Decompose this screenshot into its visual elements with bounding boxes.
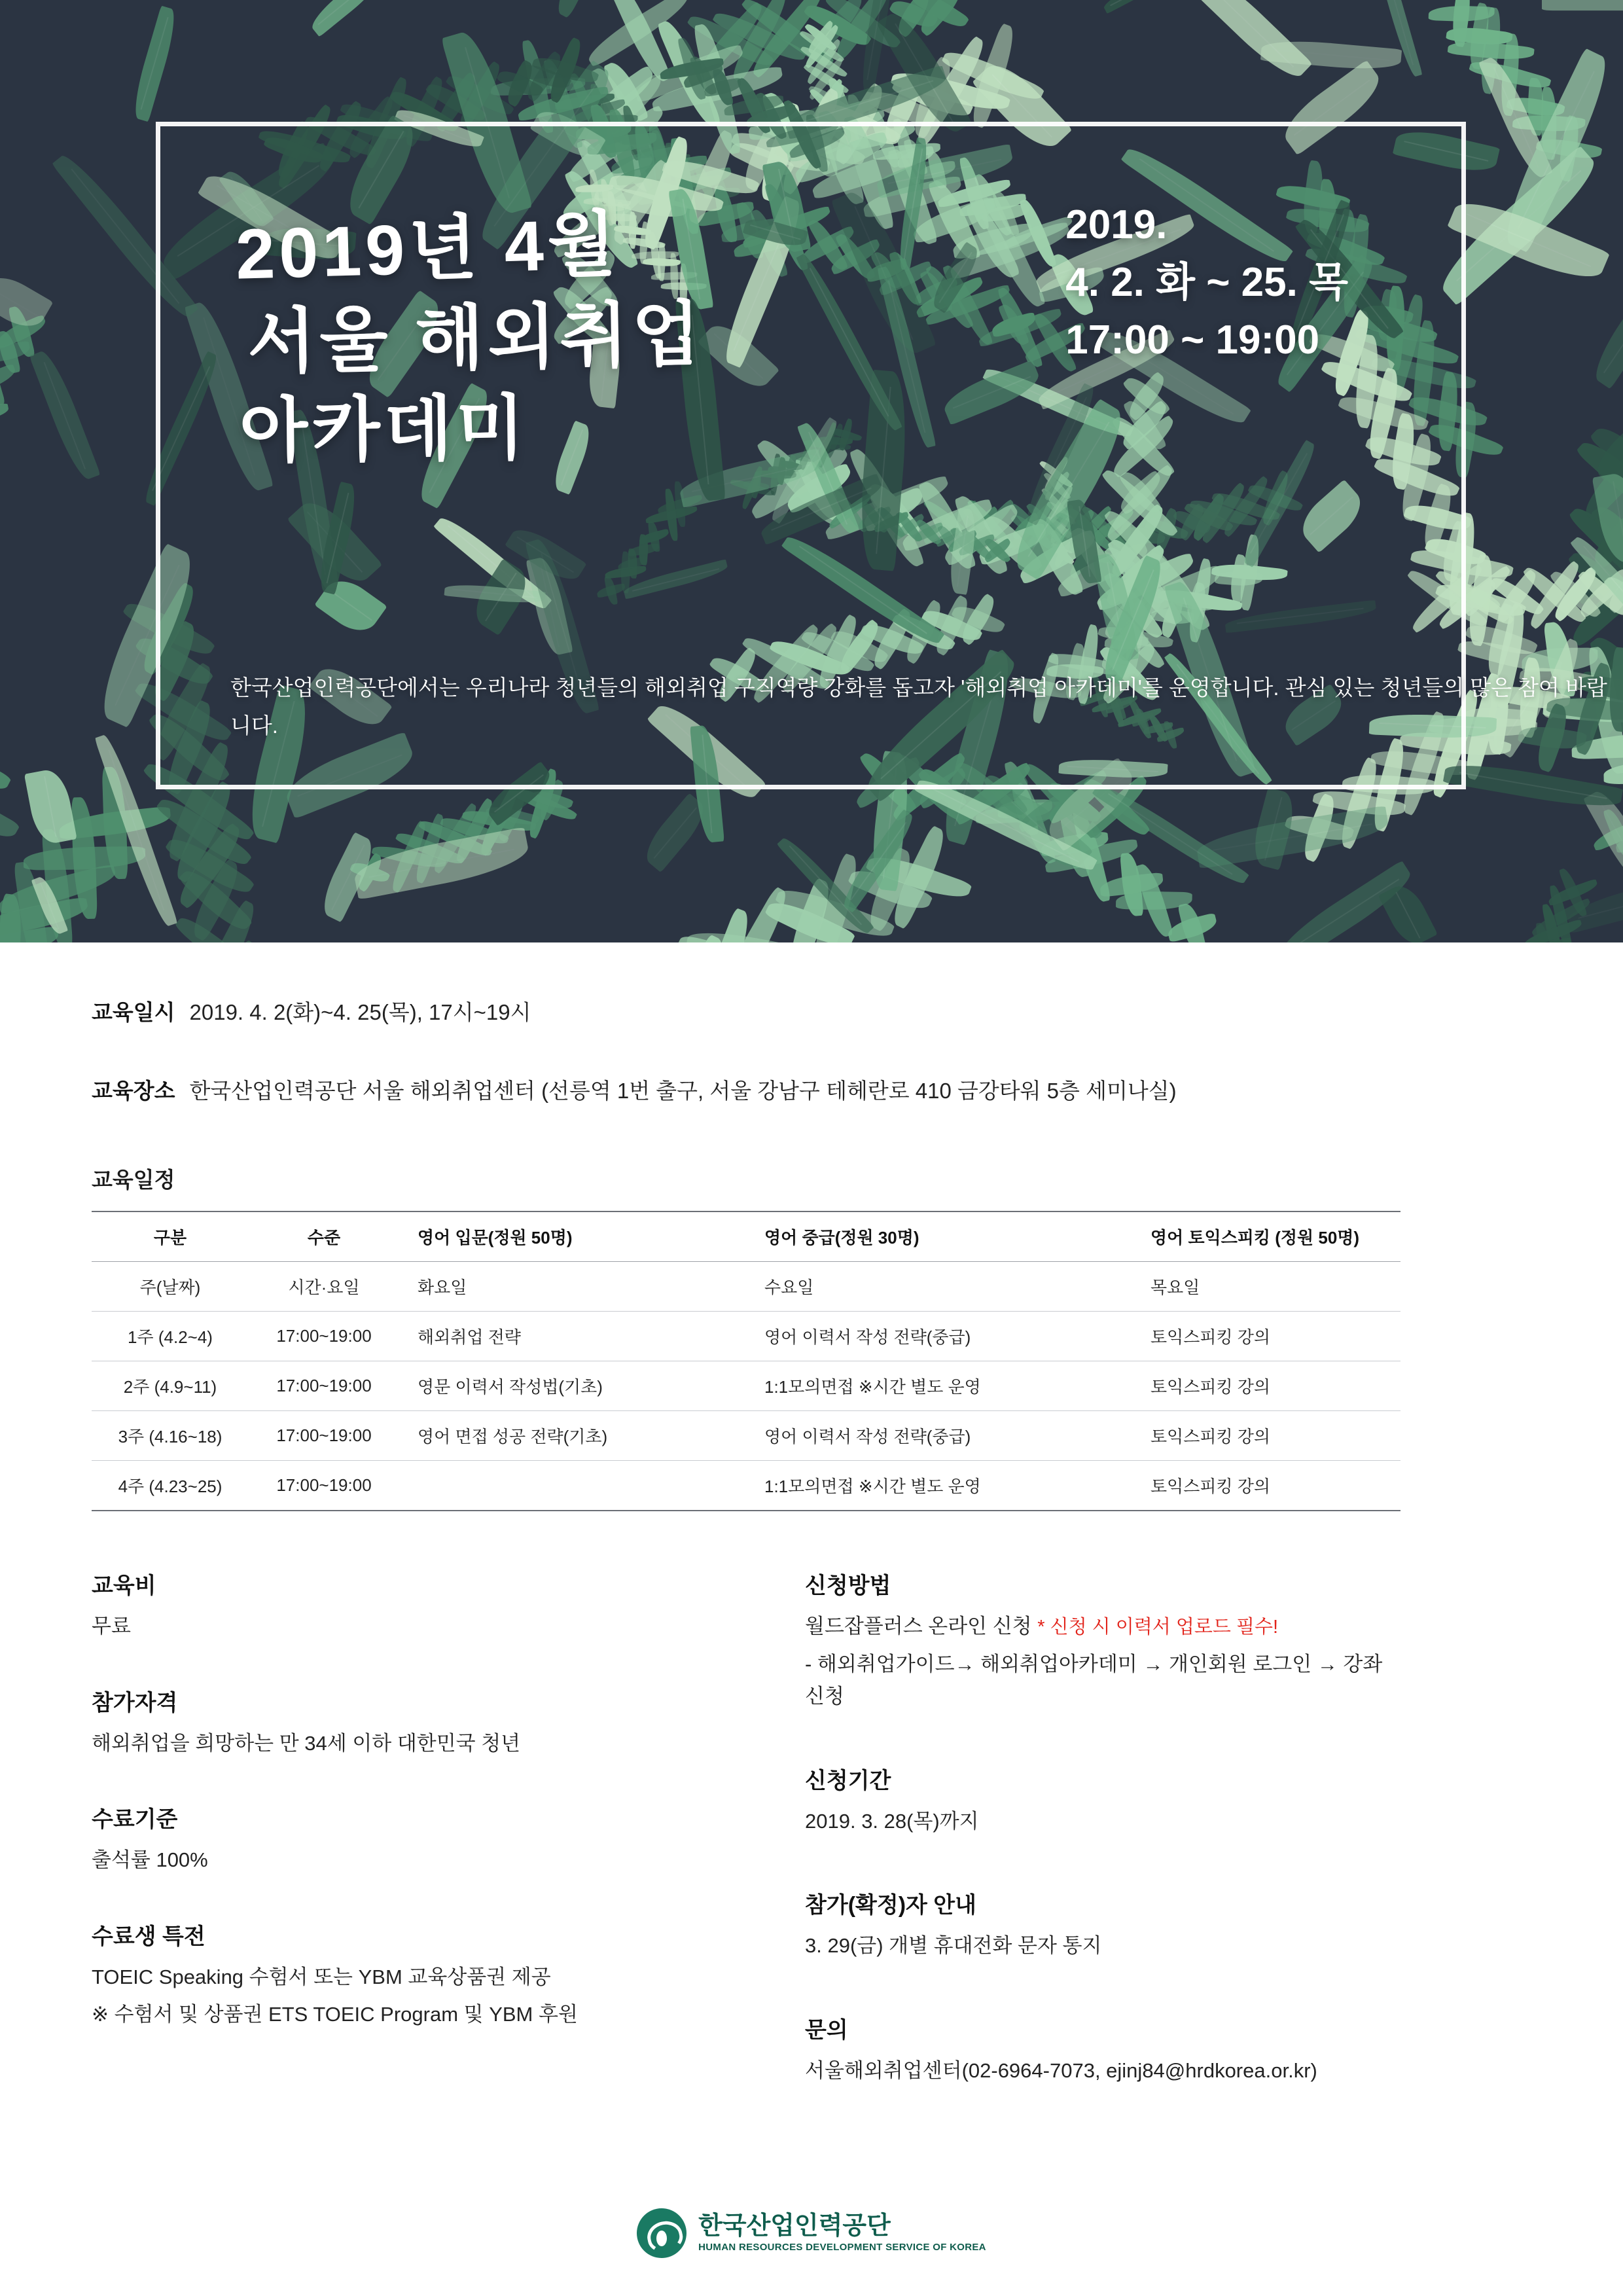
poster-date-line-3: 17:00 ~ 19:00 — [1065, 317, 1320, 363]
poster-body — [0, 996, 1623, 2137]
table-cell: 영어 이력서 작성 전략(중급) — [746, 1312, 1132, 1361]
table-header-row — [92, 1211, 1400, 1262]
block-text: 출석률 100% — [92, 1848, 208, 1872]
info-row-place — [92, 1075, 1531, 1107]
table-cell: 토익스피킹 강의 — [1132, 1461, 1400, 1511]
table-cell: 17:00~19:00 — [249, 1461, 399, 1511]
place-value: 한국산업인력공단 서울 해외취업센터 (선릉역 1번 출구, 서울 강남구 테헤란로 410 금강타워 5층 세미나실) — [189, 1078, 1177, 1103]
info-row-datetime — [92, 996, 1531, 1029]
hero-banner — [0, 0, 1623, 942]
table-cell: 1주 (4.2~4) — [92, 1312, 249, 1361]
block-text: 2019. 3. 28(목)까지 — [805, 1809, 979, 1833]
block-title: 신청방법 — [805, 1573, 891, 1598]
table-row — [92, 1312, 1400, 1361]
block-text: 해외취업을 희망하는 만 34세 이하 대한민국 청년 — [92, 1731, 521, 1755]
table-row — [92, 1461, 1400, 1511]
table-cell: 3주 (4.16~18) — [92, 1411, 249, 1461]
details-right-column — [805, 1568, 1400, 2137]
table-cell: 해외취업 전략 — [399, 1312, 746, 1361]
details-columns — [92, 1568, 1531, 2137]
place-label: 교육장소 — [92, 1078, 175, 1103]
table-cell: 토익스피킹 강의 — [1132, 1312, 1400, 1361]
block-title: 신청기간 — [805, 1768, 891, 1793]
table-cell: 영문 이력서 작성법(기초) — [399, 1361, 746, 1411]
logo-name-english: HUMAN RESOURCES DEVELOPMENT SERVICE OF KOREA — [698, 2242, 986, 2253]
table-cell: 토익스피킹 강의 — [1132, 1361, 1400, 1411]
block-text: 3. 29(금) 개별 휴대전화 문자 통지 — [805, 1934, 1102, 1958]
poster-title-line-2: 서울 해외취업 — [246, 294, 705, 382]
table-row — [92, 1361, 1400, 1411]
block-completion-criteria — [92, 1801, 805, 1876]
logo-name-korean: 한국산업인력공단 — [698, 2212, 891, 2240]
block-graduate-benefits — [92, 1918, 805, 2031]
table-cell: 목요일 — [1132, 1262, 1400, 1312]
poster-date-block — [1065, 196, 1348, 369]
block-title: 교육비 — [92, 1573, 156, 1598]
table-header-cell: 영어 토익스피킹 (정원 50명) — [1132, 1211, 1400, 1262]
block-how-to-apply — [805, 1568, 1400, 1713]
table-cell: 시간·요일 — [249, 1262, 399, 1312]
block-note: ※ 수험서 및 상품권 ETS TOEIC Program 및 YBM 후원 — [92, 2003, 578, 2026]
table-header-cell: 영어 중급(정원 30명) — [746, 1211, 1132, 1262]
table-cell: 수요일 — [746, 1262, 1132, 1312]
poster-title — [234, 203, 705, 475]
apply-method-path: - 해외취업가이드→ 해외취업아카데미 → 개인회원 로그인 → 강좌 신청 — [805, 1652, 1383, 1708]
table-cell: 화요일 — [399, 1262, 746, 1312]
table-header-cell: 수준 — [249, 1211, 399, 1262]
table-cell — [399, 1461, 746, 1511]
block-title: 수료기준 — [92, 1807, 178, 1833]
hrdkorea-logo-icon — [637, 2208, 687, 2258]
block-title: 수료생 특전 — [92, 1924, 205, 1949]
schedule-table — [92, 1211, 1400, 1511]
table-cell: 17:00~19:00 — [249, 1312, 399, 1361]
block-participant-notice — [805, 1887, 1400, 1962]
table-cell: 2주 (4.9~11) — [92, 1361, 249, 1411]
table-cell: 4주 (4.23~25) — [92, 1461, 249, 1511]
table-cell: 주(날짜) — [92, 1262, 249, 1312]
datetime-value: 2019. 4. 2(화)~4. 25(목), 17시~19시 — [189, 1000, 531, 1024]
schedule-heading: 교육일정 — [92, 1168, 175, 1192]
table-cell: 1:1모의면접 ※시간 별도 운영 — [746, 1461, 1132, 1511]
block-text: TOEIC Speaking 수험서 또는 YBM 교육상품권 제공 — [92, 1965, 551, 1988]
block-title: 참가자격 — [92, 1690, 178, 1715]
table-cell: 토익스피킹 강의 — [1132, 1411, 1400, 1461]
block-contact — [805, 2012, 1400, 2087]
footer-logo — [0, 2208, 1623, 2258]
table-row — [92, 1262, 1400, 1312]
block-eligibility — [92, 1685, 805, 1760]
table-cell: 1:1모의면접 ※시간 별도 운영 — [746, 1361, 1132, 1411]
poster-date-line-1: 2019. — [1065, 202, 1168, 247]
poster-date-line-2: 4. 2. 화 ~ 25. 목 — [1065, 260, 1348, 306]
poster-title-line-1: 2019년 4월 — [234, 204, 621, 294]
table-cell: 영어 이력서 작성 전략(중급) — [746, 1411, 1132, 1461]
logo-text-group — [698, 2213, 986, 2254]
table-cell: 17:00~19:00 — [249, 1361, 399, 1411]
poster-title-line-3: 아카데미 — [239, 388, 529, 471]
apply-method-main: 월드잡플러스 온라인 신청 — [805, 1615, 1038, 1638]
block-text: 서울해외취업센터(02-6964-7073, ejinj84@hrdkorea.or.kr) — [805, 2058, 1317, 2082]
block-tuition — [92, 1568, 805, 1643]
poster-description: 한국산업인력공단에서는 우리나라 청년들의 해외취업 구직역량 강화를 돕고자 '해외취업 아카데미'를 운영합니다. 관심 있는 청년들의 많은 참여 바랍니다. — [230, 675, 1607, 738]
details-left-column — [92, 1568, 805, 2137]
apply-method-required-note: * 신청 시 이력서 업로드 필수! — [1037, 1617, 1279, 1638]
block-application-period — [805, 1763, 1400, 1838]
table-header-cell: 영어 입문(정원 50명) — [399, 1211, 746, 1262]
datetime-label: 교육일시 — [92, 1000, 175, 1024]
block-title: 참가(확정)자 안내 — [805, 1893, 976, 1918]
block-text: 무료 — [92, 1615, 131, 1638]
block-text — [805, 1610, 1400, 1643]
table-header-cell: 구분 — [92, 1211, 249, 1262]
table-cell: 17:00~19:00 — [249, 1411, 399, 1461]
table-row — [92, 1411, 1400, 1461]
table-cell: 영어 면접 성공 전략(기초) — [399, 1411, 746, 1461]
block-title: 문의 — [805, 2017, 848, 2043]
